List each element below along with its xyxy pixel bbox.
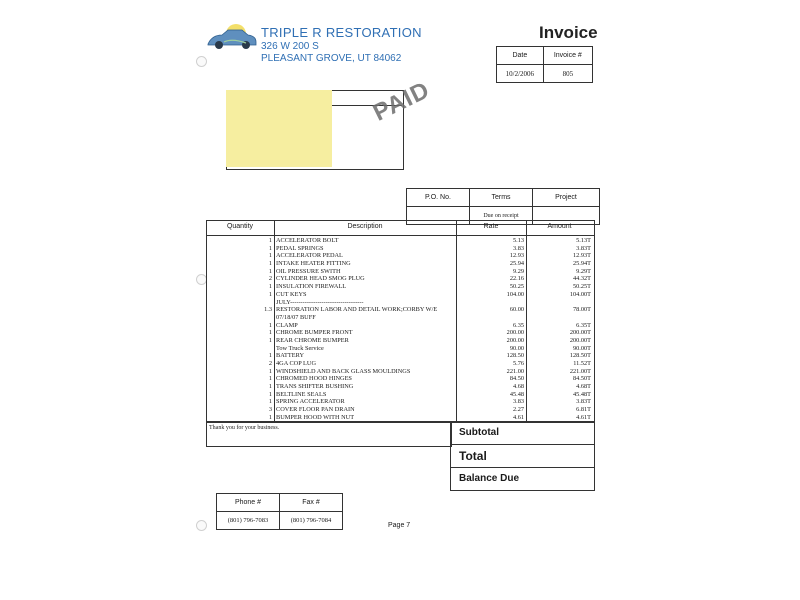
item-amount: 44.32T bbox=[572, 275, 591, 283]
item-description: COVER FLOOR PAN DRAIN bbox=[276, 406, 355, 414]
item-amount: 3.83T bbox=[576, 398, 591, 406]
item-rate: 3.83 bbox=[512, 398, 524, 406]
item-rate: 2.27 bbox=[512, 406, 524, 414]
table-row bbox=[206, 268, 593, 276]
item-quantity: 1 bbox=[268, 290, 272, 298]
item-quantity: 1 bbox=[268, 390, 272, 398]
table-row bbox=[206, 306, 593, 321]
subtotal-row bbox=[451, 422, 594, 445]
table-row bbox=[206, 299, 593, 307]
item-description: PEDAL SPRINGS bbox=[276, 244, 324, 252]
item-rate: 25.94 bbox=[509, 260, 524, 268]
item-quantity: 1 bbox=[268, 367, 272, 375]
item-description: BATTERY bbox=[276, 352, 304, 360]
table-row bbox=[206, 375, 593, 383]
table-row bbox=[206, 322, 593, 330]
item-description: INTAKE HEATER FITTING bbox=[276, 260, 351, 268]
item-amount: 9.29T bbox=[576, 267, 591, 275]
item-quantity: 2 bbox=[268, 275, 272, 283]
table-row bbox=[206, 283, 593, 291]
total-label: Total bbox=[459, 449, 487, 463]
table-row bbox=[206, 360, 593, 368]
item-rate: 200.00 bbox=[506, 329, 524, 337]
subtotal-label: Subtotal bbox=[459, 427, 499, 438]
table-row bbox=[206, 352, 593, 360]
punch-hole-bottom bbox=[196, 520, 207, 531]
item-rate: 4.68 bbox=[512, 383, 524, 391]
item-quantity: 1 bbox=[268, 375, 272, 383]
item-rate: 5.13 bbox=[512, 237, 524, 244]
table-row bbox=[206, 291, 593, 299]
invoice-number-header: Invoice # bbox=[543, 47, 592, 65]
item-description: 4GA COP LUG bbox=[276, 360, 317, 368]
item-quantity: 1 bbox=[268, 283, 272, 291]
item-quantity: 1.3 bbox=[264, 306, 272, 314]
table-row bbox=[206, 368, 593, 376]
terms-header: Terms bbox=[470, 189, 533, 207]
item-rate: 3.83 bbox=[512, 244, 524, 252]
item-description: RESTORATION LABOR AND DETAIL WORK;CORBY W/E 07/18/07 BUFF bbox=[276, 306, 438, 321]
fax-number: (801) 796-7084 bbox=[280, 512, 343, 530]
item-description: JULY----------------------------------- bbox=[276, 298, 364, 306]
item-amount: 5.13T bbox=[576, 237, 591, 244]
table-row bbox=[206, 237, 593, 245]
item-rate: 50.25 bbox=[509, 283, 524, 291]
item-amount: 6.35T bbox=[576, 321, 591, 329]
item-rate: 221.00 bbox=[506, 367, 524, 375]
company-address-line2: PLEASANT GROVE, UT 84062 bbox=[261, 53, 402, 64]
rate-column-header: Rate bbox=[483, 223, 499, 230]
item-quantity: 1 bbox=[268, 252, 272, 260]
item-description: REAR CHROME BUMPER bbox=[276, 336, 349, 344]
item-quantity: 1 bbox=[268, 336, 272, 344]
table-row bbox=[206, 245, 593, 253]
phone-header: Phone # bbox=[217, 494, 280, 512]
item-quantity: 1 bbox=[268, 329, 272, 337]
item-amount: 3.83T bbox=[576, 244, 591, 252]
item-quantity: 2 bbox=[268, 360, 272, 368]
table-row bbox=[206, 383, 593, 391]
table-row bbox=[206, 252, 593, 260]
line-items-body bbox=[206, 237, 593, 422]
item-description: BELTLINE SEALS bbox=[276, 390, 327, 398]
item-quantity: 1 bbox=[268, 398, 272, 406]
item-amount: 4.68T bbox=[576, 383, 591, 391]
balance-due-row bbox=[451, 468, 594, 490]
item-description: SPRING ACCELERATOR bbox=[276, 398, 345, 406]
company-address-line1: 326 W 200 S bbox=[261, 41, 319, 52]
item-amount: 128.50T bbox=[569, 352, 591, 360]
item-amount: 11.52T bbox=[573, 360, 591, 368]
item-amount: 4.61T bbox=[576, 413, 591, 421]
item-amount: 200.00T bbox=[569, 336, 591, 344]
page-number: Page 7 bbox=[388, 522, 411, 529]
quantity-column-header: Quantity bbox=[226, 223, 254, 230]
project-header: Project bbox=[533, 189, 600, 207]
item-quantity: 1 bbox=[268, 267, 272, 275]
item-rate: 45.48 bbox=[509, 390, 524, 398]
item-description: OIL PRESSURE SWITH bbox=[276, 267, 341, 275]
item-quantity: 1 bbox=[268, 321, 272, 329]
header-divider bbox=[206, 235, 594, 236]
item-amount: 221.00T bbox=[569, 367, 591, 375]
item-rate: 200.00 bbox=[506, 336, 524, 344]
table-row bbox=[206, 406, 593, 414]
table-row bbox=[206, 275, 593, 283]
item-amount: 50.25T bbox=[572, 283, 591, 291]
item-amount: 6.81T bbox=[576, 406, 591, 414]
item-amount: 78.00T bbox=[572, 306, 591, 314]
description-column-header: Description bbox=[347, 223, 383, 230]
item-quantity: 1 bbox=[268, 237, 272, 244]
item-description: ACCELERATOR PEDAL bbox=[276, 252, 343, 260]
totals-box bbox=[450, 421, 595, 491]
item-description: BUMPER HOOD WITH NUT bbox=[276, 413, 355, 421]
item-amount: 25.94T bbox=[572, 260, 591, 268]
thank-you-note: Thank you for your business. bbox=[209, 425, 280, 431]
amount-column-header: Amount bbox=[547, 223, 572, 230]
sticky-note bbox=[226, 90, 332, 167]
item-rate: 6.35 bbox=[512, 321, 524, 329]
item-description: CUT KEYS bbox=[276, 290, 307, 298]
item-amount: 90.00T bbox=[572, 344, 591, 352]
item-quantity: 1 bbox=[268, 352, 272, 360]
item-rate: 60.00 bbox=[509, 306, 524, 314]
item-description: CYLINDER HEAD SMOG PLUG bbox=[276, 275, 365, 283]
item-rate: 22.16 bbox=[509, 275, 524, 283]
item-description: ACCELERATOR BOLT bbox=[276, 237, 339, 244]
item-rate: 9.29 bbox=[512, 267, 524, 275]
item-description: TRANS SHIFTER BUSHING bbox=[276, 383, 354, 391]
item-quantity: 3 bbox=[268, 406, 272, 414]
table-row bbox=[206, 260, 593, 268]
paid-stamp: PAID bbox=[368, 76, 435, 127]
document-title: Invoice bbox=[539, 23, 598, 42]
table-row bbox=[206, 329, 593, 337]
item-rate: 5.76 bbox=[512, 360, 524, 368]
item-quantity: 1 bbox=[268, 383, 272, 391]
item-amount: 12.93T bbox=[572, 252, 591, 260]
car-logo-icon bbox=[206, 22, 258, 52]
table-row bbox=[206, 398, 593, 406]
item-description: INSULATION FIREWALL bbox=[276, 283, 347, 291]
item-amount: 200.00T bbox=[569, 329, 591, 337]
item-rate: 84.50 bbox=[509, 375, 524, 383]
punch-hole-top bbox=[196, 56, 207, 67]
total-row bbox=[451, 445, 594, 468]
item-description: Tow Truck Service bbox=[276, 344, 324, 352]
item-description: WINDSHIELD AND BACK GLASS MOULDINGS bbox=[276, 367, 411, 375]
item-rate: 104.00 bbox=[506, 290, 524, 298]
terms-value: Due on receipt bbox=[470, 207, 533, 225]
item-rate: 90.00 bbox=[509, 344, 524, 352]
item-rate: 12.93 bbox=[509, 252, 524, 260]
item-quantity: 1 bbox=[268, 413, 272, 421]
item-amount: 104.00T bbox=[569, 290, 591, 298]
item-description: CHROME BUMPER FRONT bbox=[276, 329, 353, 337]
item-quantity: 1 bbox=[268, 260, 272, 268]
invoice-date: 10/2/2006 bbox=[497, 65, 544, 83]
po-number-header: P.O. No. bbox=[407, 189, 470, 207]
item-description: CLAMP bbox=[276, 321, 298, 329]
phone-number: (801) 796-7083 bbox=[217, 512, 280, 530]
item-amount: 84.50T bbox=[572, 375, 591, 383]
table-row bbox=[206, 337, 593, 345]
table-row bbox=[206, 345, 593, 353]
date-header: Date bbox=[497, 47, 544, 65]
invoice-number: 805 bbox=[543, 65, 592, 83]
balance-due-label: Balance Due bbox=[459, 473, 520, 484]
table-row bbox=[206, 391, 593, 399]
item-rate: 4.61 bbox=[512, 413, 524, 421]
invoice-meta-table bbox=[496, 46, 593, 83]
contact-table bbox=[216, 493, 343, 530]
item-rate: 128.50 bbox=[506, 352, 524, 360]
item-quantity: 1 bbox=[268, 244, 272, 252]
item-description: CHROMED HOOD HINGES bbox=[276, 375, 352, 383]
company-name: TRIPLE R RESTORATION bbox=[261, 25, 422, 40]
fax-header: Fax # bbox=[280, 494, 343, 512]
item-amount: 45.48T bbox=[572, 390, 591, 398]
